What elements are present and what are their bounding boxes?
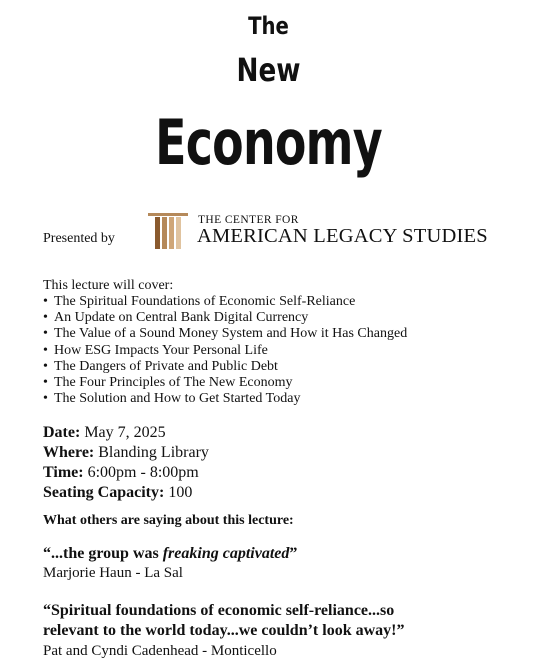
time-label: Time: — [43, 464, 84, 481]
event-details — [43, 423, 209, 503]
where-label: Where: — [43, 444, 95, 461]
quote-close: ” — [289, 545, 298, 562]
testimonials-heading: What others are saying about this lecture: — [43, 513, 294, 528]
title-line-2: New — [236, 51, 301, 89]
presented-by-label: Presented by — [43, 231, 115, 246]
title-line-1: The — [248, 12, 289, 40]
testimonial-attribution-2: Pat and Cyndi Cadenhead - Monticello — [43, 643, 277, 659]
time-value: 6:00pm - 8:00pm — [87, 464, 199, 481]
list-item — [43, 359, 407, 375]
org-name-small: THE CENTER FOR — [198, 214, 299, 226]
quote-line: “Spiritual foundations of economic self-reliance...so — [43, 602, 395, 619]
date-row — [43, 423, 209, 443]
date-label: Date: — [43, 424, 81, 441]
list-item — [43, 391, 407, 407]
testimonial-attribution-1: Marjorie Haun - La Sal — [43, 565, 183, 581]
quote-text: “...the group was — [43, 545, 163, 562]
topics-list — [43, 294, 407, 407]
testimonial-quote-1 — [43, 544, 297, 564]
topic-text: The Four Principles of The New Economy — [54, 375, 293, 391]
quote-line: relevant to the world today...we couldn’t look away!” — [43, 622, 405, 639]
topic-text: The Solution and How to Get Started Today — [54, 391, 301, 407]
topic-text: The Value of a Sound Money System and How it Has Changed — [54, 326, 408, 342]
capacity-value: 100 — [168, 484, 193, 501]
topic-text: An Update on Central Bank Digital Currency — [54, 310, 309, 326]
list-item — [43, 294, 407, 310]
capacity-row — [43, 483, 209, 503]
topic-text: The Dangers of Private and Public Debt — [54, 358, 278, 374]
list-item — [43, 375, 407, 391]
time-row — [43, 463, 209, 483]
column-pillar-logo-icon — [146, 211, 190, 251]
title-line-3: Economy — [155, 106, 382, 179]
testimonial-quote-2 — [43, 601, 513, 641]
where-row — [43, 443, 209, 463]
capacity-label: Seating Capacity: — [43, 484, 165, 501]
org-name-large: AMERICAN LEGACY STUDIES — [197, 225, 488, 247]
lecture-intro: This lecture will cover: — [43, 278, 174, 293]
where-value: Blanding Library — [98, 444, 209, 461]
list-item — [43, 310, 407, 326]
list-item — [43, 343, 407, 359]
date-value: May 7, 2025 — [84, 424, 166, 441]
list-item — [43, 326, 407, 342]
topic-text: The Spiritual Foundations of Economic Self-Reliance — [54, 294, 356, 309]
quote-emphasis: freaking captivated — [162, 545, 290, 562]
topic-text: How ESG Impacts Your Personal Life — [54, 342, 268, 358]
